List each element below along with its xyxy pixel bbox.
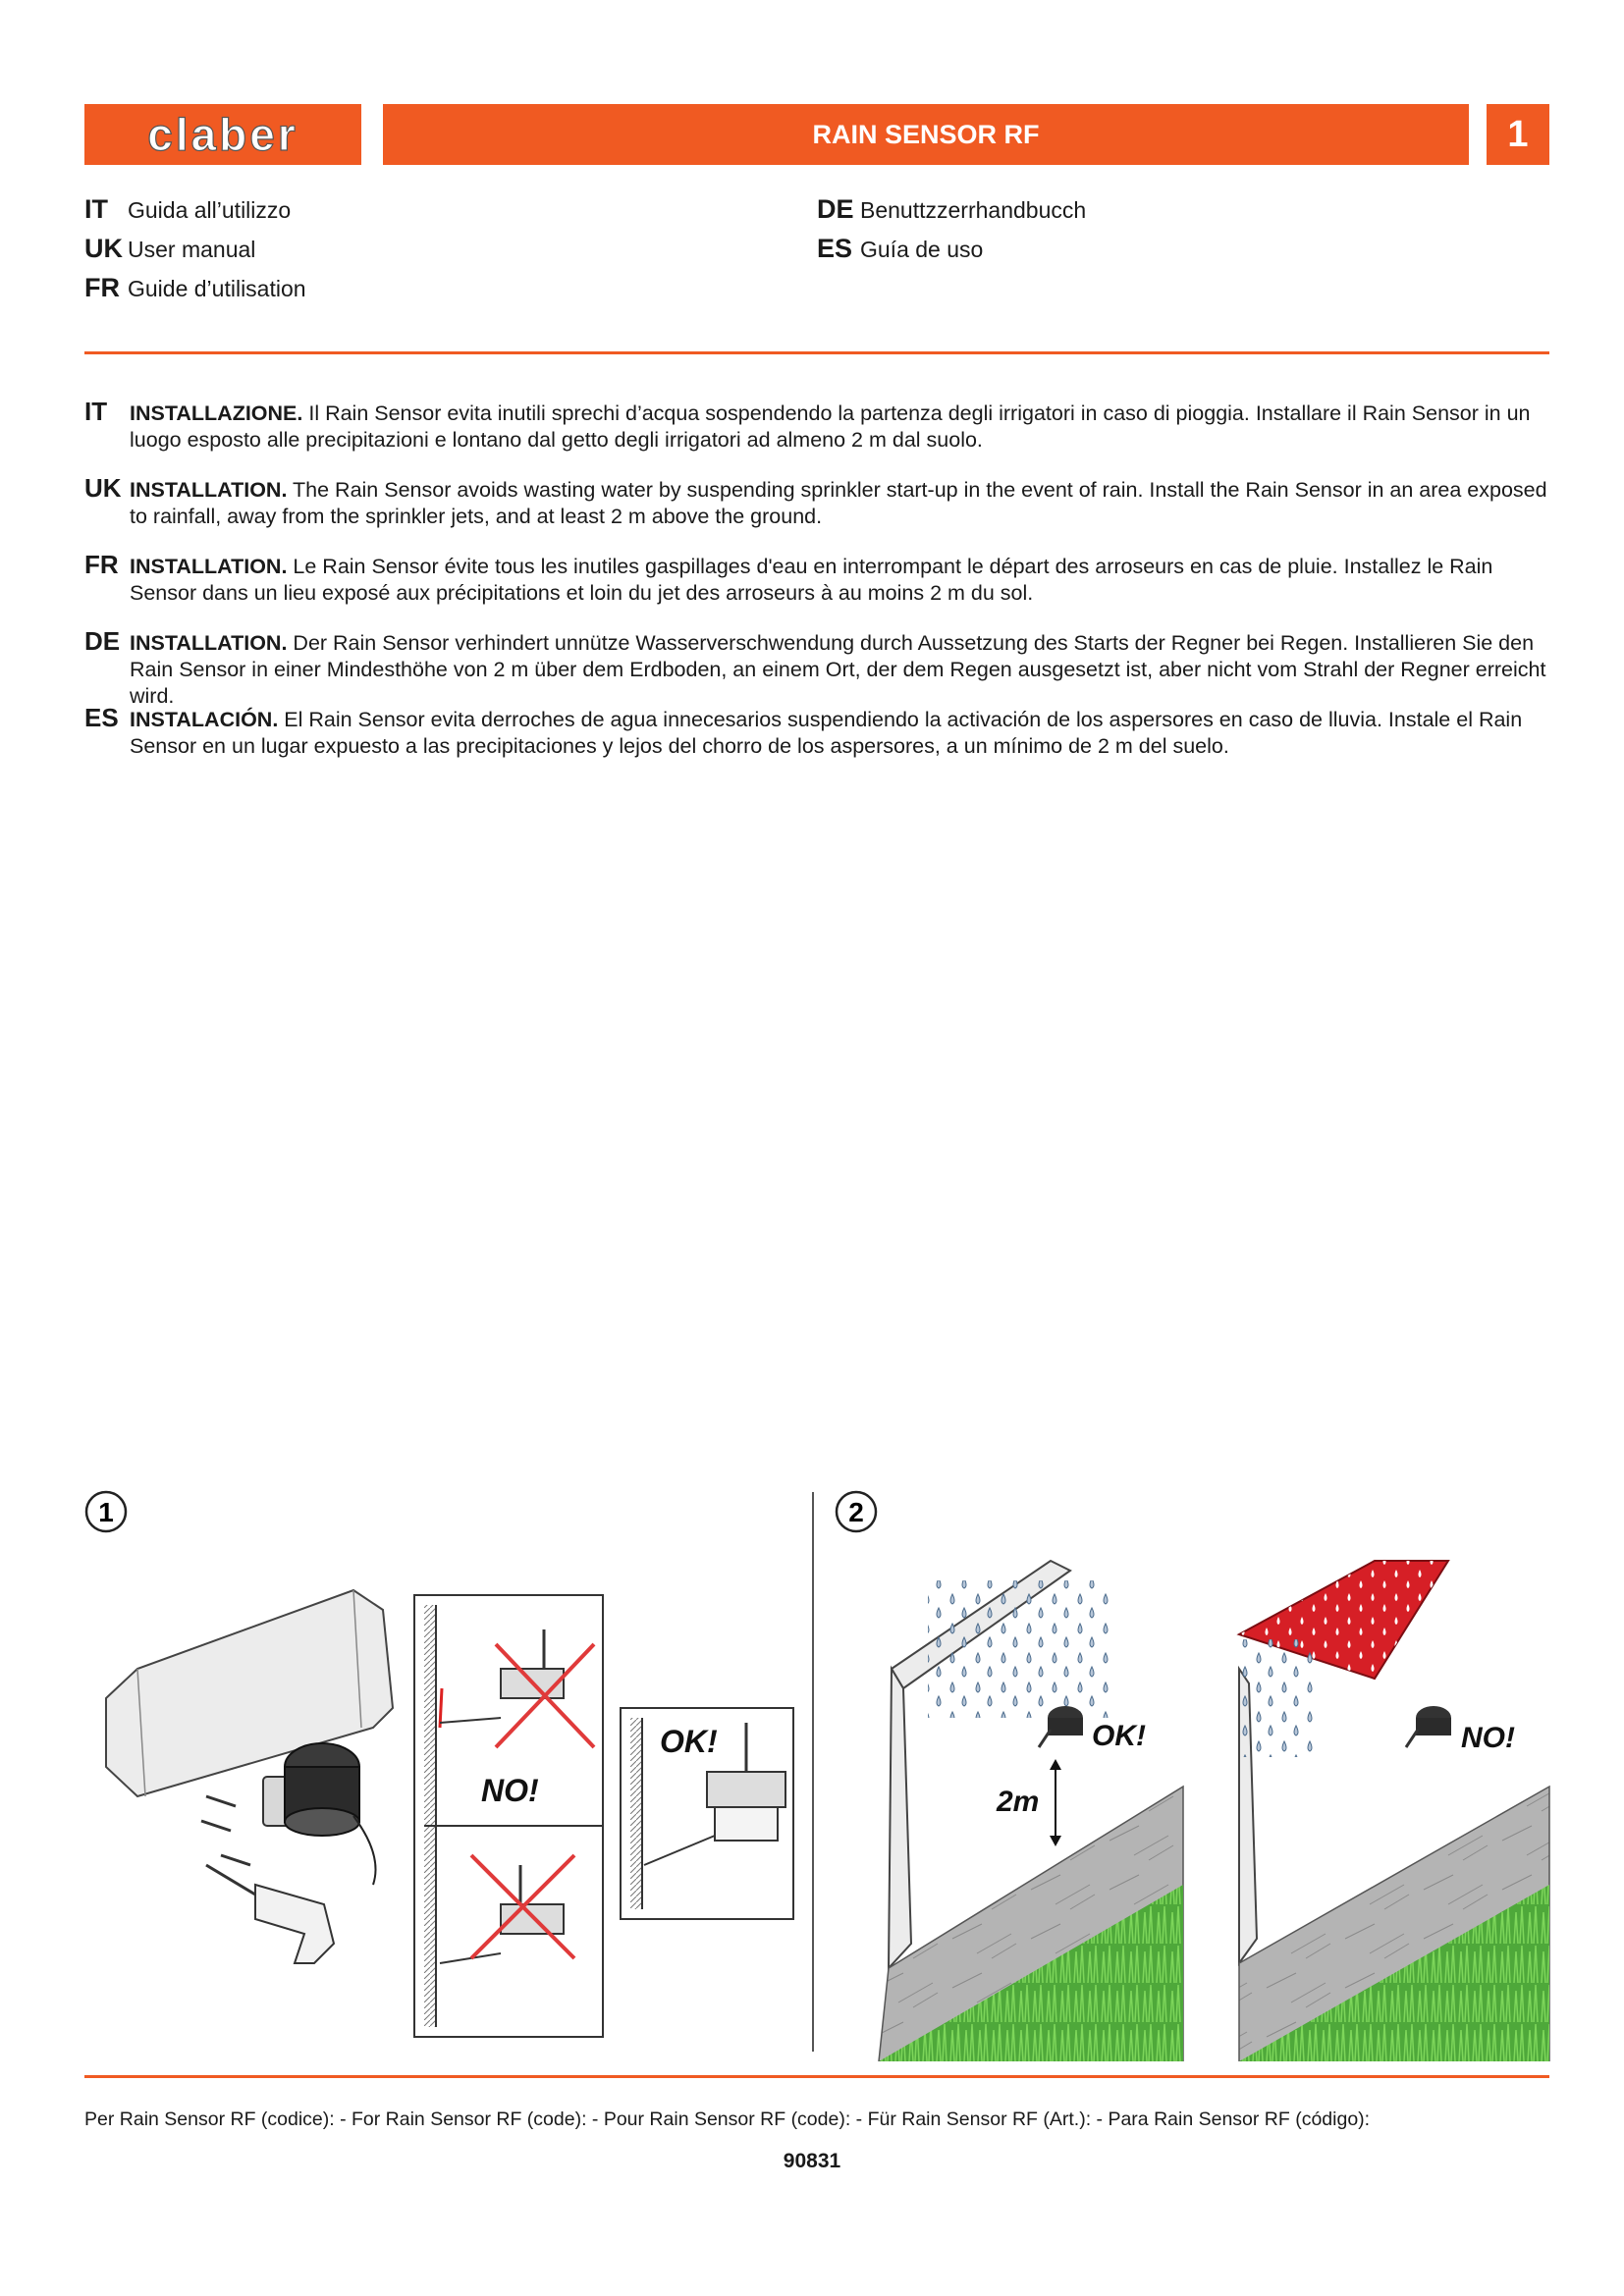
wall-hatch-ok-icon <box>630 1718 642 1909</box>
lang-uk <box>84 234 255 264</box>
paragraph-es <box>84 703 1549 760</box>
lang-code: UK <box>84 234 123 263</box>
wall-mount-illustration <box>106 1590 393 1963</box>
paragraph-text: Il Rain Sensor evita inutili sprechi d’acqua sospendendo la partenza degli irrigatori in caso di pioggia. Installare il Rain Sensor in un luogo esposto alle precipitazioni e lontano dal getto degli irrigatori ad almeno 2 m dal suolo. <box>130 401 1531 452</box>
brand-name: claber <box>147 109 298 160</box>
step-1-number: 1 <box>98 1497 114 1527</box>
lang-label: Guía de uso <box>860 237 984 262</box>
wrong-mount-border <box>414 1595 603 2037</box>
paragraph-body <box>130 630 1549 710</box>
step-2-marker <box>837 1492 876 1531</box>
screws-icon <box>201 1796 250 1865</box>
lang-label: Guida all’utilizzo <box>128 197 292 223</box>
bottom-divider <box>84 2075 1549 2078</box>
paragraph-lang-code: FR <box>84 550 119 579</box>
rain-drops-no-icon <box>1239 1639 1318 1757</box>
footer-code-caption: Per Rain Sensor RF (codice): - For Rain Sensor RF (code): - Pour Rain Sensor RF (code): - Für Rain Sensor RF (Art.): - Para Rain Sensor RF (código): <box>84 2109 1371 2130</box>
paragraph-it <box>84 397 1549 454</box>
step-1-marker <box>86 1492 126 1531</box>
lang-label: User manual <box>128 237 256 262</box>
sensor-ok-body-icon <box>1048 1718 1083 1735</box>
lang-it <box>84 194 291 225</box>
paragraph-text: El Rain Sensor evita derroches de agua innecesarios suspendiendo la activación de los aspersores en caso de lluvia. Instale el Rain Sensor en un lugar expuesto a las precipitaciones y lejos del chorro de los aspersores, a un mínimo de 2 m del suelo. <box>130 708 1523 758</box>
correct-mount-frame <box>621 1708 793 1919</box>
paragraph-title: INSTALLATION. <box>130 478 288 502</box>
page-number: 1 <box>1487 104 1549 165</box>
lang-de <box>817 194 1086 225</box>
no-label-2: NO! <box>1461 1722 1515 1754</box>
sensor-upright-body-icon <box>715 1807 778 1841</box>
paragraph-lang-code: DE <box>84 626 121 656</box>
rain-drops-ok-icon <box>928 1580 1114 1718</box>
lang-code: DE <box>817 194 854 224</box>
step-2-number: 2 <box>848 1497 864 1527</box>
installation-illustrations <box>0 1472 1624 2061</box>
paragraph-body <box>130 400 1549 454</box>
paragraph-title: INSTALLATION. <box>130 555 288 578</box>
paragraph-de <box>84 626 1549 710</box>
paragraph-body <box>130 477 1549 530</box>
sensor-no-bracket-icon <box>1406 1730 1418 1747</box>
paragraph-body <box>130 554 1549 607</box>
lang-es <box>817 234 983 264</box>
drill-bit-icon <box>206 1865 255 1895</box>
paragraph-text: Le Rain Sensor évite tous les inutiles gaspillages d'eau en interrompant le départ des arroseurs en cas de pluie. Installez le Rain Sensor dans un lieu exposé aux précipitations et loin du jet des arroseurs à au moins 2 m du sol. <box>130 555 1493 605</box>
paragraph-title: INSTALLAZIONE. <box>130 401 303 425</box>
lang-code: ES <box>817 234 853 263</box>
height-label: 2m <box>997 1786 1040 1818</box>
lang-label: Guide d’utilisation <box>128 276 306 301</box>
lang-code: IT <box>84 194 108 224</box>
brand-logo <box>84 104 361 165</box>
lang-fr <box>84 273 306 303</box>
claber-logo-graphic <box>84 104 361 165</box>
paragraph-text: The Rain Sensor avoids wasting water by suspending sprinkler start-up in the event of rain. Install the Rain Sensor in an area exposed to rainfall, away from the sprinkler jets, and at least 2 m above the ground. <box>130 478 1547 528</box>
paragraph-lang-code: IT <box>84 397 108 426</box>
paragraph-lang-code: UK <box>84 473 122 503</box>
paragraph-text: Der Rain Sensor verhindert unnütze Wasserverschwendung durch Aussetzung des Starts der Regner bei Regen. Installieren Sie den Rain Sensor in einer Mindesthöhe von 2 m über dem Erdboden, an einem Ort, der dem Regen ausgesetzt ist, aber nicht vom Strahl der Regner erreicht wird. <box>130 631 1546 708</box>
lang-code: FR <box>84 273 120 302</box>
paragraph-uk <box>84 473 1549 530</box>
drill-icon <box>255 1885 334 1963</box>
ok-label-1: OK! <box>660 1724 718 1759</box>
lang-label: Benuttzzerrhandbucch <box>860 197 1087 223</box>
document-title: RAIN SENSOR RF <box>383 104 1469 165</box>
ok-label-2: OK! <box>1092 1720 1146 1752</box>
wrong-location-scene <box>1239 1561 1549 2061</box>
no-label-1: NO! <box>481 1773 539 1808</box>
sensor-upright-icon <box>707 1772 785 1807</box>
paragraph-title: INSTALLATION. <box>130 631 288 655</box>
product-code: 90831 <box>783 2150 841 2172</box>
paragraph-title: INSTALACIÓN. <box>130 708 279 731</box>
rain-sensor-base-icon <box>285 1808 359 1836</box>
wall-side-ok <box>889 1669 911 1968</box>
sensor-no-body-icon <box>1416 1718 1451 1735</box>
paragraph-fr <box>84 550 1549 607</box>
paragraph-body <box>130 707 1549 760</box>
paragraph-lang-code: ES <box>84 703 119 732</box>
correct-location-scene <box>879 1561 1183 2061</box>
top-divider <box>84 351 1549 354</box>
wall-hatch-icon <box>424 1605 436 2027</box>
sensor-ok-bracket-icon <box>1039 1730 1051 1747</box>
wrong-mount-frame <box>414 1595 603 2037</box>
